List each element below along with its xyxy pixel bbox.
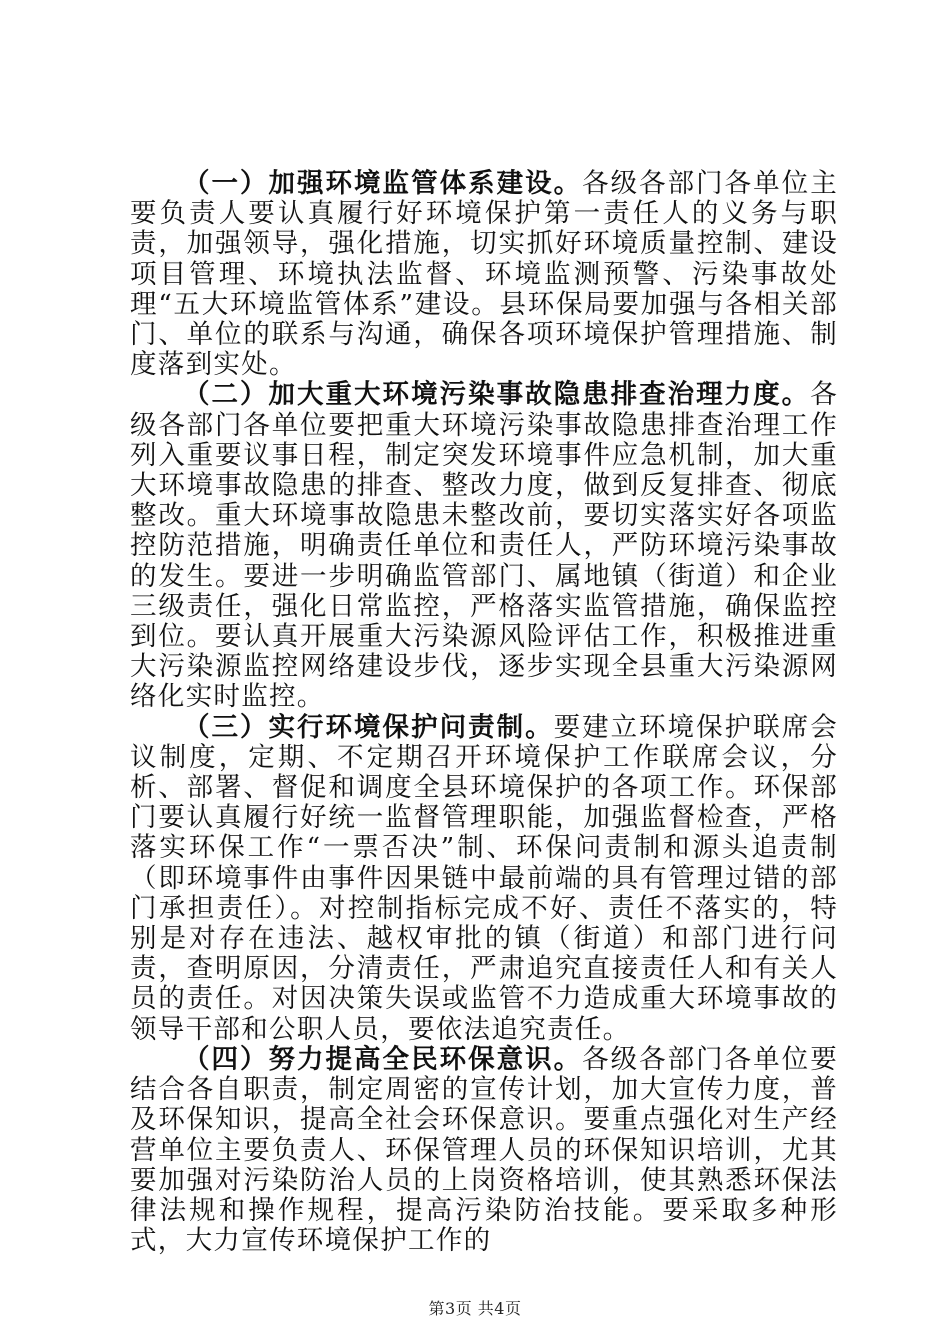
- page-footer: 第3页 共4页: [428, 1299, 522, 1318]
- paragraph-1-heading: （一）加强环境监管体系建设。: [183, 168, 583, 199]
- paragraph-4-text: 各级各部门各单位要结合各自职责，制定周密的宣传计划，加大宣传力度，普及环保知识，提高全社会环保意识。要重点强化对生产经营单位主要负责人、环保管理人员的环保知识培训，尤其要加强对污染防治人员的上岗资格培训，使其熟悉环保法律法规和操作规程，提高污染防治技能。要采取多种形式，大力宣传环境保护工作的: [130, 1043, 838, 1257]
- paragraph-4-heading: （四）努力提高全民环保意识。: [183, 1043, 583, 1075]
- paragraph-4: [130, 1045, 838, 1256]
- document-body: [130, 169, 838, 1256]
- paragraph-1-text: 各级各部门各单位主要负责人要认真履行好环境保护第一责任人的义务与职责，加强领导，强化措施，切实抓好环境质量控制、建设项目管理、环境执法监督、环境监测预警、污染事故处理“五大环境监管体系”建设。县环保局要加强与各相关部门、单位的联系与沟通，确保各项环境保护管理措施、制度落到实处。: [130, 168, 838, 381]
- paragraph-3: [130, 713, 838, 1045]
- paragraph-2-text: 各级各部门各单位要把重大环境污染事故隐患排查治理工作列入重要议事日程，制定突发环境事件应急机制，加大重大环境事故隐患的排查、整改力度，做到反复排查、彻底整改。重大环境事故隐患未整改前，要切实落实好各项监控防范措施，明确责任单位和责任人，严防环境污染事故的发生。要进一步明确监管部门、属地镇（街道）和企业三级责任，强化日常监控，严格落实监管措施，确保监控到位。要认真开展重大污染源风险评估工作，积极推进重大污染源监控网络建设步伐，逐步实现全县重大污染源网络化实时监控。: [130, 379, 838, 713]
- paragraph-3-text: 要建立环境保护联席会议制度，定期、不定期召开环境保护工作联席会议，分析、部署、督促和调度全县环境保护的各项工作。环保部门要认真履行好统一监督管理职能，加强监督检查，严格落实环保工作“一票否决”制、环保问责制和源头追责制（即环境事件由事件因果链中最前端的具有管理过错的部门承担责任）。对控制指标完成不好、责任不落实的，特别是对存在违法、越权审批的镇（街道）和部门进行问责，查明原因，分清责任，严肃追究直接责任人和有关人员的责任。对因决策失误或监管不力造成重大环境事故的领导干部和公职人员，要依法追究责任。: [130, 711, 839, 1045]
- paragraph-1: [130, 169, 838, 380]
- paragraph-2-heading: （二）加大重大环境污染事故隐患排查治理力度。: [183, 379, 811, 411]
- paragraph-3-heading: （三）实行环境保护问责制。: [183, 711, 554, 743]
- paragraph-2: [130, 380, 838, 712]
